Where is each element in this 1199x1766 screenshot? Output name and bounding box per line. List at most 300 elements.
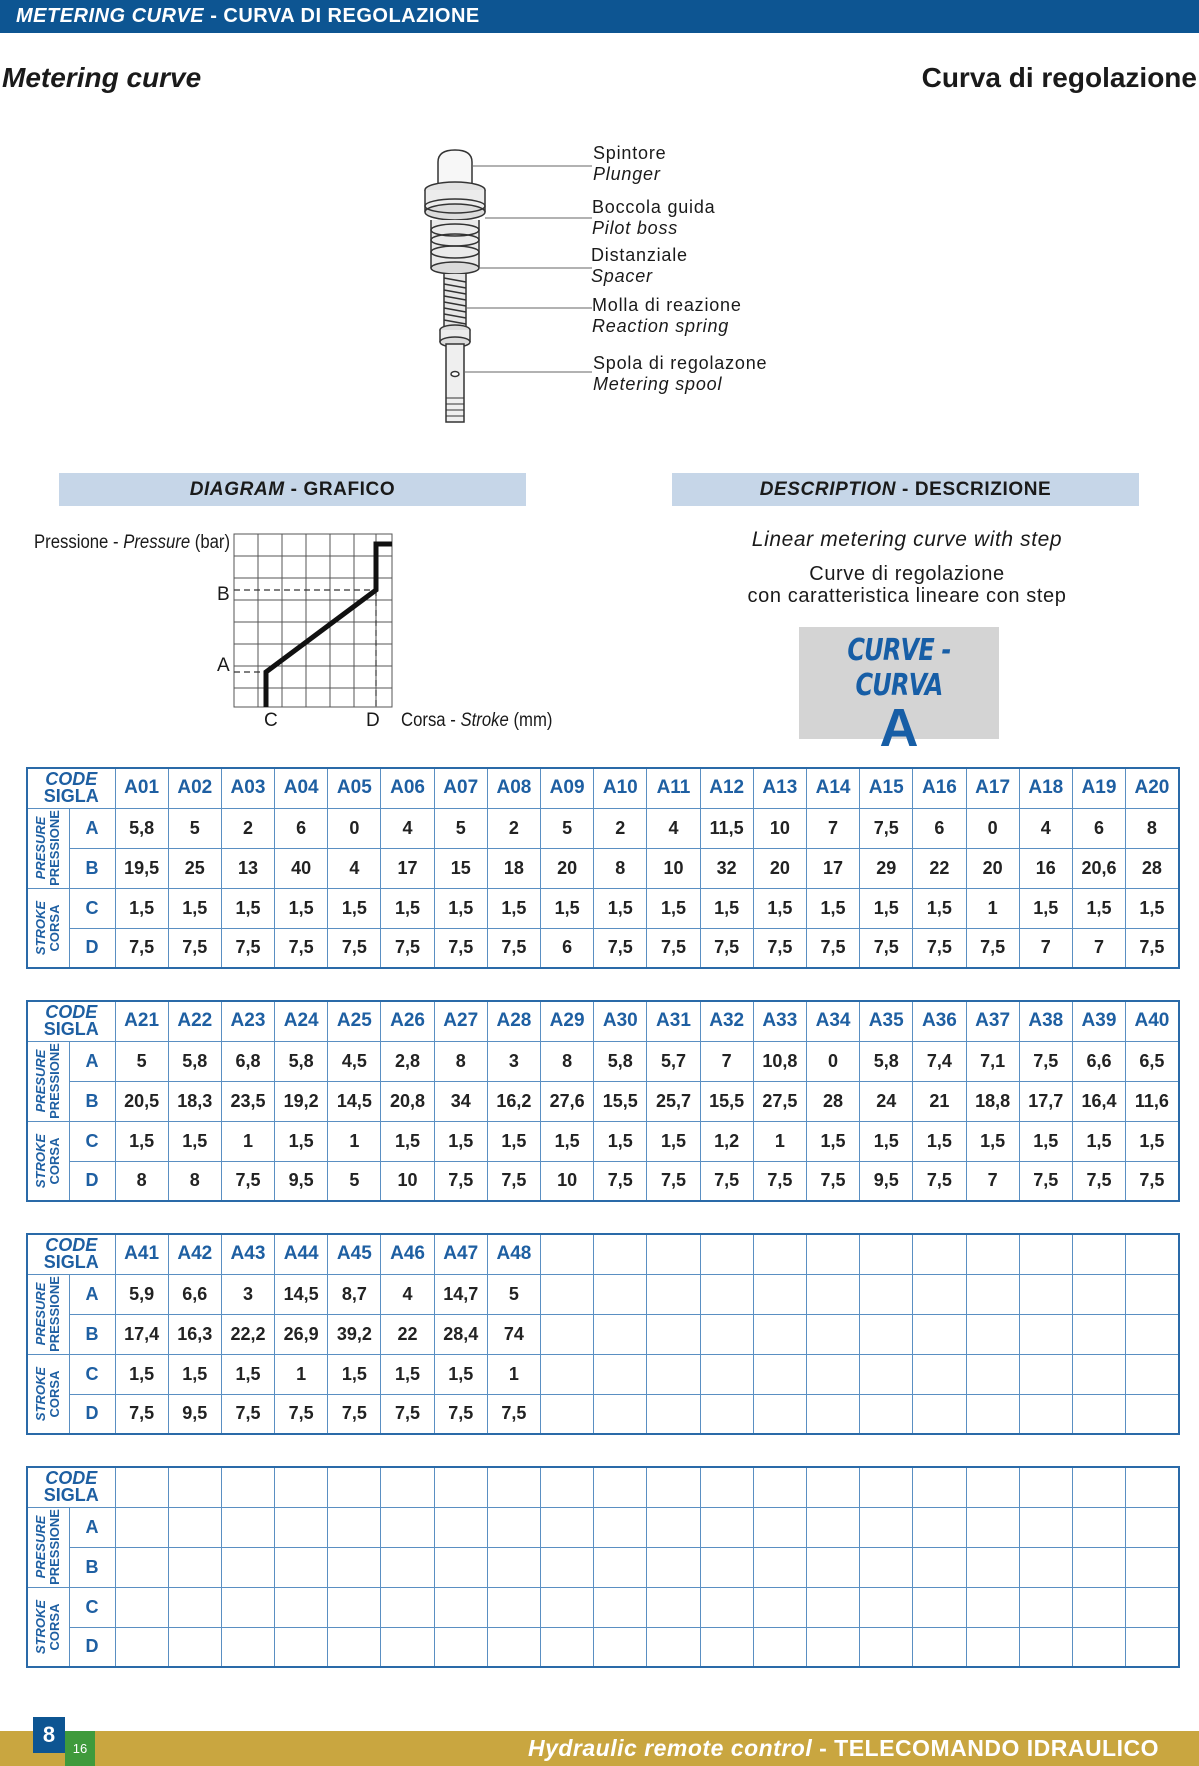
code-label-it: SIGLA [43, 786, 99, 807]
code-cell: A26 [381, 1001, 434, 1041]
value-cell: 7,5 [168, 928, 221, 968]
value-cell: 7,5 [221, 1161, 274, 1201]
code-cell [1019, 1234, 1072, 1274]
value-cell: 14,7 [434, 1274, 487, 1314]
value-cell [806, 1587, 859, 1627]
value-cell [913, 1547, 966, 1587]
value-cell: 5 [328, 1161, 381, 1201]
code-cell [1072, 1234, 1125, 1274]
code-cell: A28 [487, 1001, 540, 1041]
code-cell [275, 1467, 328, 1507]
value-cell: 7,5 [1019, 1041, 1072, 1081]
code-cell: A46 [381, 1234, 434, 1274]
code-cell [806, 1467, 859, 1507]
part-name-en: Pilot boss [592, 218, 679, 238]
part-name-it: Spola di regolazone [593, 353, 768, 373]
value-cell [168, 1507, 221, 1547]
code-cell [966, 1234, 1019, 1274]
group-label-it: PRESSIONE [47, 1043, 63, 1119]
value-cell [381, 1587, 434, 1627]
code-label-it: SIGLA [43, 1252, 99, 1273]
value-cell [700, 1274, 753, 1314]
description-header-it: DESCRIZIONE [914, 479, 1052, 500]
y-label-unit: (bar) [190, 532, 231, 553]
value-cell: 1,5 [275, 888, 328, 928]
value-cell: 1,5 [434, 888, 487, 928]
description-it [672, 563, 1142, 607]
value-cell: 7,5 [1126, 928, 1179, 968]
value-cell: 7,5 [115, 928, 168, 968]
part-label-pilot-boss [592, 197, 715, 239]
code-cell [647, 1234, 700, 1274]
value-cell [647, 1587, 700, 1627]
value-cell: 15,5 [700, 1081, 753, 1121]
value-cell [860, 1274, 913, 1314]
group-label-en: PRESURE [33, 1282, 49, 1346]
code-header-cell [27, 768, 115, 808]
value-cell [541, 1274, 594, 1314]
value-cell: 6,6 [168, 1274, 221, 1314]
value-cell [275, 1587, 328, 1627]
value-cell: 15,5 [594, 1081, 647, 1121]
value-cell: 7,5 [434, 928, 487, 968]
value-cell: 16,2 [487, 1081, 540, 1121]
value-cell [1072, 1394, 1125, 1434]
code-cell: A39 [1072, 1001, 1125, 1041]
value-cell: 7 [966, 1161, 1019, 1201]
value-cell: 6,5 [1126, 1041, 1179, 1081]
value-cell: 5,8 [115, 808, 168, 848]
code-cell [913, 1467, 966, 1507]
value-cell [1072, 1547, 1125, 1587]
table-header-row [27, 1467, 1179, 1507]
value-cell [1126, 1587, 1179, 1627]
value-cell: 7,5 [753, 1161, 806, 1201]
x-label-it: Corsa - [401, 710, 461, 731]
part-label-plunger [593, 143, 666, 185]
value-cell: 1,5 [700, 888, 753, 928]
value-cell: 32 [700, 848, 753, 888]
code-header-cell [27, 1001, 115, 1041]
value-cell: 19,5 [115, 848, 168, 888]
value-cell: 2 [487, 808, 540, 848]
part-name-it: Molla di reazione [592, 295, 742, 315]
value-cell [1019, 1314, 1072, 1354]
value-cell [1019, 1627, 1072, 1667]
row-letter: C [69, 1354, 115, 1394]
value-cell [913, 1274, 966, 1314]
value-cell: 1,5 [487, 1121, 540, 1161]
row-letter: A [69, 808, 115, 848]
value-cell [753, 1354, 806, 1394]
value-cell: 5 [434, 808, 487, 848]
value-cell [647, 1314, 700, 1354]
code-table [26, 1233, 1180, 1435]
value-cell [487, 1507, 540, 1547]
value-cell: 7,5 [860, 808, 913, 848]
value-cell: 5,8 [275, 1041, 328, 1081]
pressure-group-label [27, 1274, 69, 1354]
value-cell [1019, 1587, 1072, 1627]
code-label-it: SIGLA [43, 1019, 99, 1040]
value-cell [328, 1507, 381, 1547]
value-cell [1126, 1547, 1179, 1587]
value-cell: 7,5 [860, 928, 913, 968]
part-name-it: Distanziale [591, 245, 688, 265]
code-cell [221, 1467, 274, 1507]
value-cell [541, 1394, 594, 1434]
value-cell: 22 [913, 848, 966, 888]
value-cell: 5 [115, 1041, 168, 1081]
value-cell: 8 [115, 1161, 168, 1201]
value-cell: 7,5 [381, 1394, 434, 1434]
group-label-it: CORSA [47, 1603, 63, 1651]
value-cell [541, 1507, 594, 1547]
code-cell: A20 [1126, 768, 1179, 808]
description-section-header [672, 473, 1139, 506]
value-cell: 7,5 [275, 928, 328, 968]
value-cell: 1,5 [1072, 888, 1125, 928]
value-cell: 2 [594, 808, 647, 848]
group-label-en: STROKE [33, 900, 49, 955]
value-cell: 1,5 [541, 888, 594, 928]
code-label-it: SIGLA [43, 1485, 99, 1506]
code-cell: A13 [753, 768, 806, 808]
value-cell [1126, 1274, 1179, 1314]
value-cell: 1,5 [1126, 1121, 1179, 1161]
value-cell: 1,5 [860, 888, 913, 928]
pressure-group-label [27, 1507, 69, 1587]
description-it-line2: con caratteristica lineare con step [747, 585, 1067, 607]
table-row [27, 1507, 1179, 1547]
value-cell [381, 1507, 434, 1547]
code-cell [594, 1467, 647, 1507]
value-cell: 7,5 [328, 1394, 381, 1434]
code-table [26, 1000, 1180, 1202]
value-cell: 7,5 [381, 928, 434, 968]
value-cell: 1 [966, 888, 1019, 928]
header-title-it: CURVA DI REGOLAZIONE [223, 5, 480, 27]
code-cell: A19 [1072, 768, 1125, 808]
value-cell: 1,5 [115, 1354, 168, 1394]
description-en: Linear metering curve with step [751, 528, 1063, 551]
table-row [27, 1161, 1179, 1201]
value-cell [1072, 1627, 1125, 1667]
code-cell: A44 [275, 1234, 328, 1274]
value-cell: 18 [487, 848, 540, 888]
value-cell [753, 1394, 806, 1434]
value-cell: 10,8 [753, 1041, 806, 1081]
value-cell: 8 [434, 1041, 487, 1081]
value-cell [275, 1547, 328, 1587]
value-cell: 7,5 [913, 1161, 966, 1201]
group-label-en: PRESURE [33, 816, 49, 880]
code-cell: A16 [913, 768, 966, 808]
part-label-reaction-spring [592, 295, 742, 337]
value-cell: 7,5 [487, 1161, 540, 1201]
group-label-en: PRESURE [33, 1049, 49, 1113]
value-cell [594, 1354, 647, 1394]
code-cell [860, 1467, 913, 1507]
value-cell [860, 1354, 913, 1394]
table-row [27, 1627, 1179, 1667]
value-cell [647, 1507, 700, 1547]
value-cell [487, 1587, 540, 1627]
value-cell: 8 [541, 1041, 594, 1081]
value-cell [647, 1627, 700, 1667]
value-cell [806, 1394, 859, 1434]
code-cell [966, 1467, 1019, 1507]
diagram-section-header [59, 473, 526, 506]
value-cell [168, 1547, 221, 1587]
row-letter: D [69, 928, 115, 968]
code-cell [487, 1467, 540, 1507]
value-cell: 8 [594, 848, 647, 888]
code-cell [753, 1467, 806, 1507]
value-cell [647, 1394, 700, 1434]
metering-curve-graph [210, 530, 410, 740]
table-row [27, 1587, 1179, 1627]
code-cell [541, 1467, 594, 1507]
code-cell: A24 [275, 1001, 328, 1041]
value-cell [541, 1314, 594, 1354]
value-cell: 7 [806, 808, 859, 848]
group-label-en: STROKE [33, 1133, 49, 1188]
code-cell [647, 1467, 700, 1507]
value-cell: 20 [966, 848, 1019, 888]
value-cell [1072, 1314, 1125, 1354]
value-cell: 1,5 [381, 1121, 434, 1161]
value-cell [860, 1507, 913, 1547]
code-label-en: CODE [45, 1002, 98, 1023]
value-cell: 1,5 [966, 1121, 1019, 1161]
value-cell: 1,5 [913, 1121, 966, 1161]
code-cell: A02 [168, 768, 221, 808]
value-cell [700, 1547, 753, 1587]
value-cell: 1,5 [594, 888, 647, 928]
value-cell [328, 1587, 381, 1627]
value-cell [168, 1587, 221, 1627]
diagram-header-en: DIAGRAM [189, 479, 285, 500]
value-cell: 4,5 [328, 1041, 381, 1081]
value-cell [275, 1507, 328, 1547]
value-cell [1019, 1274, 1072, 1314]
value-cell [966, 1547, 1019, 1587]
code-cell: A08 [487, 768, 540, 808]
code-cell: A05 [328, 768, 381, 808]
value-cell [221, 1627, 274, 1667]
value-cell: 16,4 [1072, 1081, 1125, 1121]
value-cell: 5,8 [594, 1041, 647, 1081]
code-cell [434, 1467, 487, 1507]
value-cell: 10 [541, 1161, 594, 1201]
value-cell [541, 1627, 594, 1667]
code-table [26, 767, 1180, 969]
value-cell: 20,5 [115, 1081, 168, 1121]
value-cell [860, 1627, 913, 1667]
value-cell: 1,5 [381, 1354, 434, 1394]
value-cell [860, 1547, 913, 1587]
value-cell [221, 1507, 274, 1547]
value-cell: 10 [647, 848, 700, 888]
code-cell [594, 1234, 647, 1274]
code-cell [168, 1467, 221, 1507]
value-cell: 7,5 [1126, 1161, 1179, 1201]
value-cell [115, 1627, 168, 1667]
code-cell [1019, 1467, 1072, 1507]
value-cell: 5,7 [647, 1041, 700, 1081]
value-cell: 27,5 [753, 1081, 806, 1121]
value-cell: 23,5 [221, 1081, 274, 1121]
value-cell [1072, 1507, 1125, 1547]
value-cell [434, 1627, 487, 1667]
code-cell [1126, 1467, 1179, 1507]
code-cell: A33 [753, 1001, 806, 1041]
value-cell: 7,5 [594, 928, 647, 968]
footer-title-it: TELECOMANDO IDRAULICO [834, 1735, 1159, 1761]
value-cell [594, 1274, 647, 1314]
value-cell: 1,2 [700, 1121, 753, 1161]
value-cell [168, 1627, 221, 1667]
value-cell: 1,5 [328, 1354, 381, 1394]
table-header-row [27, 1234, 1179, 1274]
value-cell [806, 1547, 859, 1587]
value-cell: 20 [541, 848, 594, 888]
page-title-it: Curva di regolazione [921, 62, 1197, 93]
value-cell: 1,5 [806, 1121, 859, 1161]
value-cell [594, 1627, 647, 1667]
value-cell [328, 1547, 381, 1587]
value-cell: 6,8 [221, 1041, 274, 1081]
graph-x-label [401, 710, 552, 732]
value-cell: 6,6 [1072, 1041, 1125, 1081]
value-cell: 6 [1072, 808, 1125, 848]
header-separator: - [210, 5, 218, 27]
code-label-en: CODE [45, 1235, 98, 1256]
row-letter: C [69, 1121, 115, 1161]
code-cell: A42 [168, 1234, 221, 1274]
value-cell [913, 1314, 966, 1354]
code-cell: A07 [434, 768, 487, 808]
group-label-it: PRESSIONE [47, 1509, 63, 1585]
value-cell [700, 1507, 753, 1547]
value-cell [966, 1314, 1019, 1354]
page-number-alt: 16 [65, 1731, 95, 1766]
value-cell [913, 1507, 966, 1547]
code-cell [753, 1234, 806, 1274]
value-cell: 1,5 [913, 888, 966, 928]
value-cell [1072, 1587, 1125, 1627]
value-cell: 4 [381, 1274, 434, 1314]
value-cell: 7,5 [913, 928, 966, 968]
value-cell [966, 1394, 1019, 1434]
code-cell: A11 [647, 768, 700, 808]
code-cell: A10 [594, 768, 647, 808]
code-cell: A03 [221, 768, 274, 808]
value-cell [1126, 1507, 1179, 1547]
value-cell: 17,7 [1019, 1081, 1072, 1121]
value-cell [1072, 1274, 1125, 1314]
header-title-en: METERING CURVE [16, 5, 205, 27]
code-cell [700, 1467, 753, 1507]
code-cell: A30 [594, 1001, 647, 1041]
value-cell: 1,5 [541, 1121, 594, 1161]
table-row [27, 888, 1179, 928]
value-cell [434, 1587, 487, 1627]
value-cell: 1 [221, 1121, 274, 1161]
table-row [27, 848, 1179, 888]
value-cell: 1,5 [221, 888, 274, 928]
value-cell: 7 [1019, 928, 1072, 968]
value-cell [275, 1627, 328, 1667]
value-cell: 1 [753, 1121, 806, 1161]
value-cell: 7,5 [434, 1394, 487, 1434]
value-cell [541, 1547, 594, 1587]
value-cell: 0 [966, 808, 1019, 848]
part-name-it: Boccola guida [592, 197, 716, 217]
value-cell [753, 1587, 806, 1627]
row-letter: A [69, 1507, 115, 1547]
part-label-metering-spool [593, 353, 767, 395]
table-row [27, 1314, 1179, 1354]
value-cell: 1,5 [221, 1354, 274, 1394]
value-cell: 17 [806, 848, 859, 888]
value-cell: 1 [487, 1354, 540, 1394]
value-cell [487, 1547, 540, 1587]
value-cell: 9,5 [860, 1161, 913, 1201]
group-label-en: PRESURE [33, 1515, 49, 1579]
value-cell: 5 [487, 1274, 540, 1314]
value-cell [594, 1547, 647, 1587]
graph-y-label [34, 532, 230, 554]
value-cell: 7,5 [115, 1394, 168, 1434]
value-cell: 2 [221, 808, 274, 848]
value-cell [860, 1587, 913, 1627]
value-cell [700, 1354, 753, 1394]
value-cell: 10 [753, 808, 806, 848]
value-cell [806, 1354, 859, 1394]
value-cell: 7,5 [221, 1394, 274, 1434]
value-cell: 74 [487, 1314, 540, 1354]
description-header-en: DESCRIPTION [759, 479, 897, 500]
value-cell [1019, 1507, 1072, 1547]
table-header-row [27, 768, 1179, 808]
value-cell: 7,1 [966, 1041, 1019, 1081]
code-cell: A45 [328, 1234, 381, 1274]
header-bar [0, 0, 1199, 33]
value-cell [806, 1507, 859, 1547]
table-row [27, 1354, 1179, 1394]
value-cell: 5 [541, 808, 594, 848]
value-cell: 1,5 [647, 1121, 700, 1161]
value-cell: 11,5 [700, 808, 753, 848]
value-cell: 1 [328, 1121, 381, 1161]
value-cell: 25,7 [647, 1081, 700, 1121]
part-name-en: Metering spool [593, 374, 723, 394]
y-label-en: Pressure [123, 532, 191, 553]
value-cell [860, 1394, 913, 1434]
table-row [27, 1081, 1179, 1121]
part-name-it: Spintore [593, 143, 667, 163]
table-row [27, 1394, 1179, 1434]
stroke-group-label [27, 888, 69, 968]
row-letter: C [69, 888, 115, 928]
pressure-group-label [27, 808, 69, 888]
value-cell [647, 1274, 700, 1314]
code-cell: A21 [115, 1001, 168, 1041]
group-label-it: PRESSIONE [47, 1276, 63, 1352]
row-letter: A [69, 1041, 115, 1081]
